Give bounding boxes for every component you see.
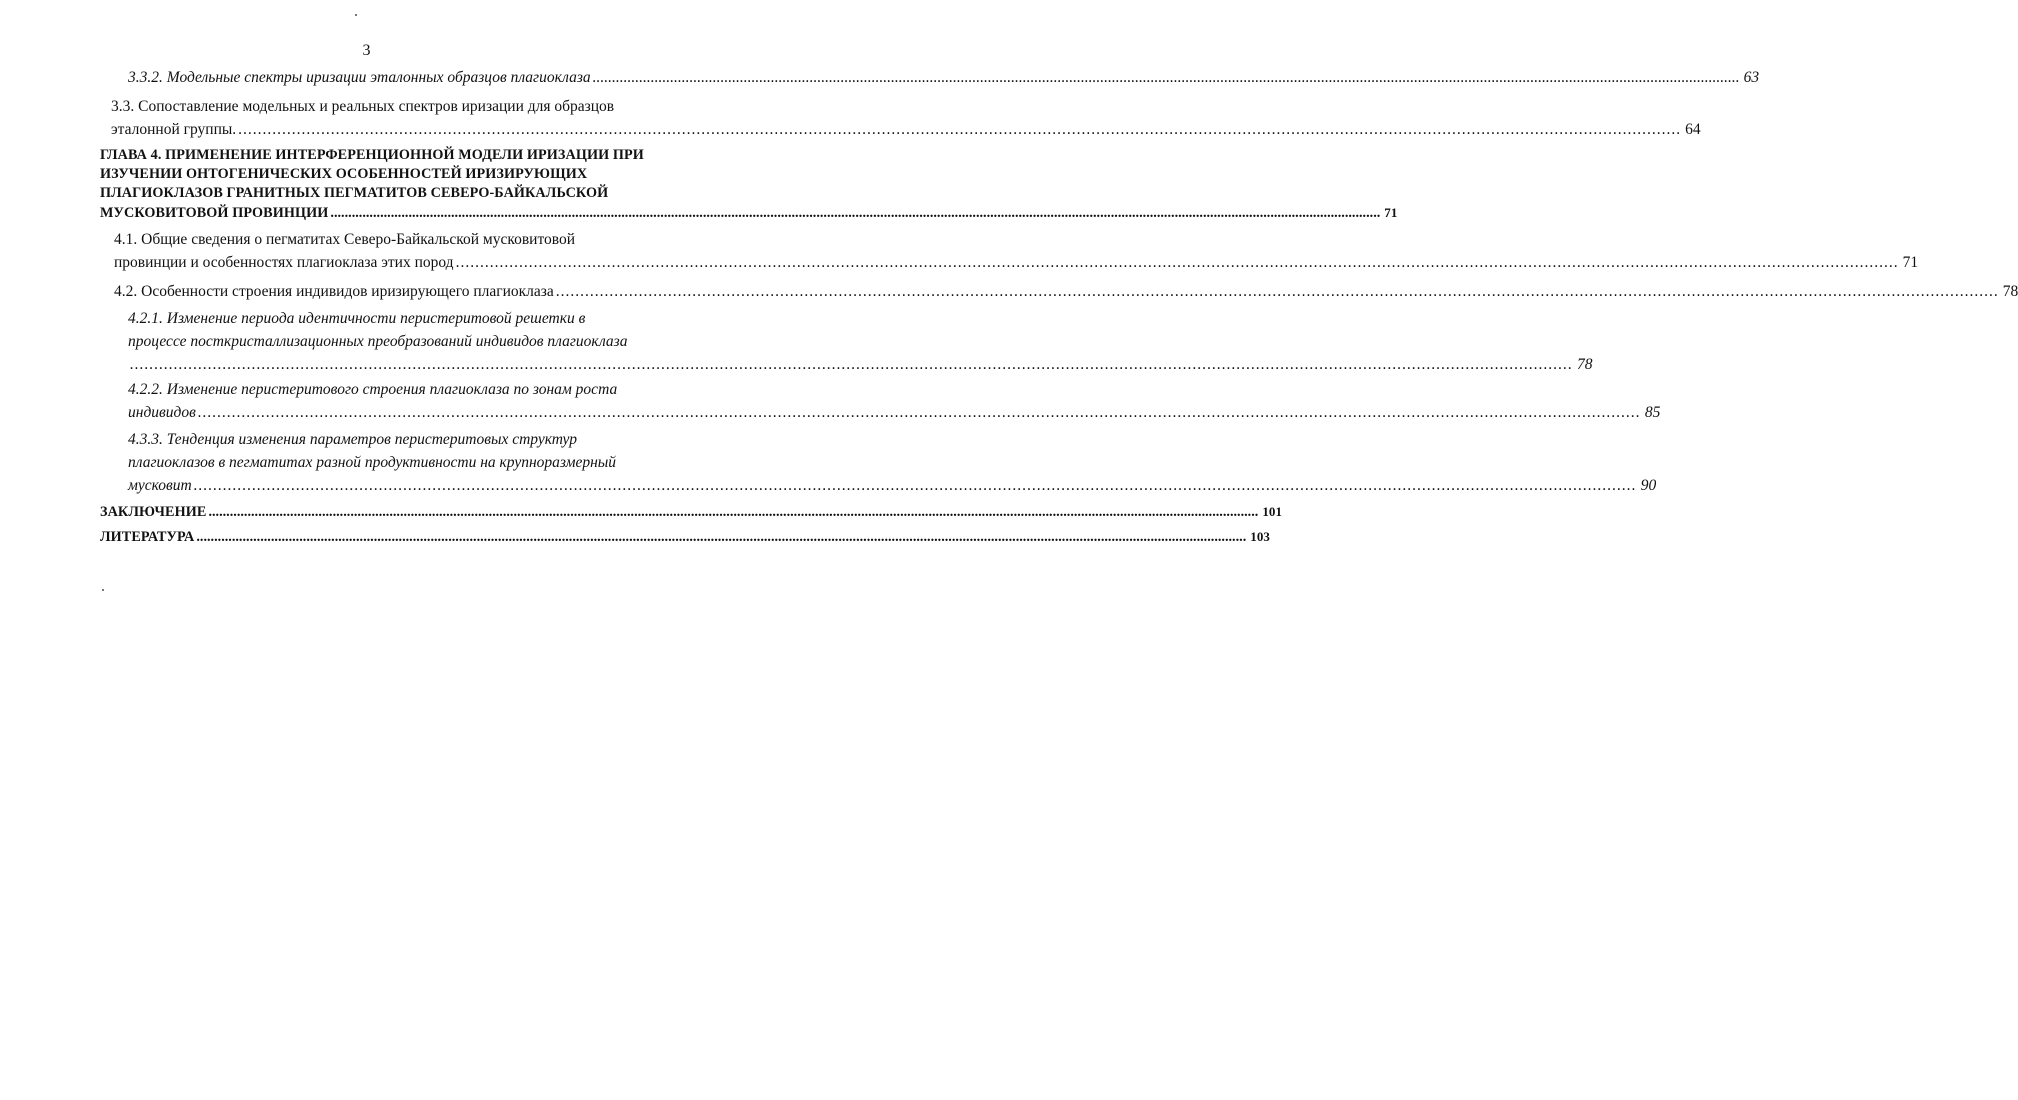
toc-entry-title-cont: провинции и особенностях плагиоклаза этих пород <box>114 254 454 271</box>
toc-entry-page: 71 <box>1384 205 1398 220</box>
toc-entry-title-cont: процессе посткристаллизационных преобразований индивидов плагиоклаза <box>128 333 628 350</box>
toc-entry-page: 78 <box>2002 283 2018 300</box>
toc-entry-page: 90 <box>1640 477 1657 494</box>
toc-entry-title: ЗАКЛЮЧЕНИЕ <box>100 504 207 520</box>
scan-speck <box>355 14 357 16</box>
toc-entry-page: 71 <box>1902 254 1919 271</box>
toc-entry-title-cont: плагиоклазов в пегматитах разной продуктивности на крупноразмерный <box>128 454 617 471</box>
dot-leader <box>554 280 2001 303</box>
toc-entry-page: 64 <box>1685 121 1701 138</box>
toc-entry-4-2-2[interactable] <box>128 378 1661 424</box>
dot-leader <box>236 118 1683 141</box>
dot-leader <box>128 353 1575 376</box>
toc-entry-title: 4.1. Общие сведения о пегматитах Северо-Байкальской мусковитовой <box>114 231 576 248</box>
chapter-title-line: ГЛАВА 4. ПРИМЕНЕНИЕ ИНТЕРФЕРЕНЦИОННОЙ МОДЕЛИ ИРИЗАЦИИ ПРИ <box>100 147 644 163</box>
toc-entry-4-2-1[interactable] <box>128 307 1593 376</box>
toc-entry-page: 103 <box>1250 529 1271 544</box>
dot-leader <box>591 66 1742 89</box>
toc-entry-title: 3.3.2. Модельные спектры иризации эталонных образцов плагиоклаза <box>128 69 591 86</box>
toc-entry-title: ЛИТЕРАТУРА <box>100 529 195 545</box>
dot-leader <box>328 204 1382 223</box>
toc-entry-4-1[interactable] <box>114 228 1919 274</box>
toc-entry-page: 85 <box>1644 404 1661 421</box>
toc-chapter-4[interactable] <box>100 146 1398 223</box>
toc-entry-title-cont: эталонной группы. <box>111 121 237 138</box>
dot-leader <box>196 401 1643 424</box>
dot-leader <box>194 528 1248 547</box>
toc-entry-page: 78 <box>1577 356 1593 373</box>
toc-entry-4-3-3[interactable] <box>128 428 1657 497</box>
page-number: 3 <box>362 42 371 59</box>
chapter-title-line: ПЛАГИОКЛАЗОВ ГРАНИТНЫХ ПЕГМАТИТОВ СЕВЕРО-БАЙКАЛЬСКОЙ <box>100 185 609 201</box>
chapter-title-line: МУСКОВИТОВОЙ ПРОВИНЦИИ <box>100 205 329 221</box>
toc-entry-3-3-2[interactable] <box>128 66 1760 89</box>
toc-entry-title: 4.3.3. Тенденция изменения параметров перистеритовых структур <box>128 431 577 448</box>
chapter-title-line: ИЗУЧЕНИИ ОНТОГЕНИЧЕСКИХ ОСОБЕННОСТЕЙ ИРИЗИРУЮЩИХ <box>100 166 588 182</box>
toc-conclusion[interactable] <box>100 502 1283 522</box>
toc-entry-title: 3.3. Сопоставление модельных и реальных спектров иризации для образцов <box>111 98 615 115</box>
dot-leader <box>454 251 1901 274</box>
toc-entry-title: 4.2.2. Изменение перистеритового строения плагиоклаза по зонам роста <box>128 381 618 398</box>
dot-leader <box>206 503 1260 522</box>
toc-references[interactable] <box>100 527 1271 547</box>
toc-entry-3-3[interactable] <box>111 95 1701 141</box>
toc-entry-title: 4.2.1. Изменение периода идентичности перистеритовой решетки в <box>128 310 586 327</box>
toc-entry-4-2[interactable] <box>114 280 2018 303</box>
toc-entry-title-cont: мусковит <box>128 477 192 494</box>
scan-speck <box>102 589 104 591</box>
toc-entry-page: 63 <box>1743 69 1760 86</box>
toc-entry-title: 4.2. Особенности строения индивидов иризирующего плагиоклаза <box>114 283 554 300</box>
toc-entry-title-cont: индивидов <box>128 404 196 421</box>
toc-entry-page: 101 <box>1262 504 1283 519</box>
dot-leader <box>192 474 1639 497</box>
